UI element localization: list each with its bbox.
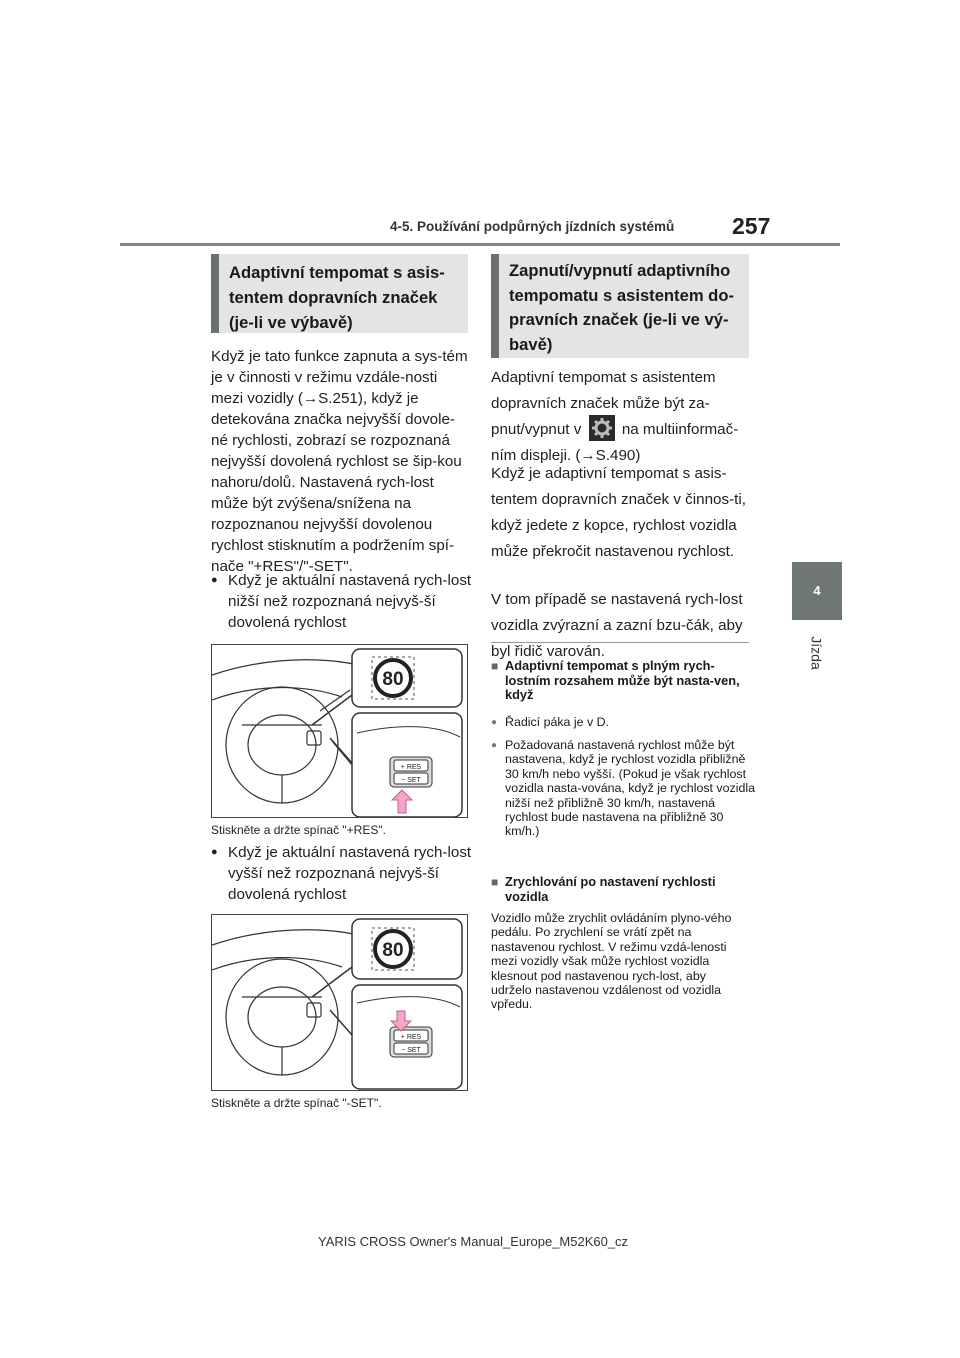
figure-set: [211, 914, 468, 1091]
btn-res-2: + RES: [400, 1034, 422, 1041]
left-heading-text: Adaptivní tempomat s asis-tentem dopravních značek (je-li ve výbavě): [229, 263, 445, 332]
subheading-acceleration: ■ Zrychlování po nastavení rychlosti vozidla: [491, 875, 757, 904]
illustration-set: [212, 915, 468, 1091]
right-para-2: Když je adaptivní tempomat s asis-tentem dopravních značek v činnos-ti, když jedete z kopce, rychlost vozidla může překročit nastavenou rychlost.: [491, 465, 746, 560]
chapter-label: Jízda: [809, 636, 825, 670]
right-heading: [491, 254, 749, 358]
left-heading: [211, 254, 468, 333]
bullet-higher-speed: ● Když je aktuální nastavená rych-lost vyšší než rozpoznaná nejvyš-ší dovolená rychlost: [211, 842, 482, 905]
footer-manual-id: YARIS CROSS Owner's Manual_Europe_M52K60_cz: [318, 1234, 629, 1249]
caption-res: Stiskněte a držte spínač "+RES".: [211, 823, 386, 837]
speed-sign-value-2: 80: [382, 940, 404, 961]
bullet-lower-speed: ● Když je aktuální nastavená rych-lost nižší než rozpoznaná nejvyš-ší dovolená rychlost: [211, 570, 480, 633]
illustration-res: [212, 645, 468, 818]
speed-sign-value-1: 80: [382, 669, 404, 690]
section-divider: [491, 642, 749, 643]
right-para-1a: Adaptivní tempomat s asistentem dopravních značek může být za-pnut/vypnut v: [491, 369, 716, 439]
btn-set-2: − SET: [401, 1047, 421, 1054]
left-paragraph: Když je tato funkce zapnuta a sys-tém je v činnosti v režimu vzdále-nosti mezi vozidly (→S.251), když je detekována značka nejvyšší dovole-né rychlosti, zobrazí se rozpoznaná nejvyšší dovolená rychlost se šip-kou nahoru/dolů. Nastavená rych-lost může být zvýšena/snížena na rozpoznanou nejvyšší dovolenou rychlost stisknutím a podržením spí-nače "+RES"/"-SET".: [211, 348, 468, 575]
right-heading-text: Zapnutí/vypnutí adaptivního tempomatu s asistentem do-pravních značek (je-li ve vý-bavě): [509, 261, 734, 354]
page-number: 257: [732, 213, 771, 239]
switch-panel-2: [352, 985, 462, 1089]
btn-res-1: + RES: [400, 764, 422, 771]
chapter-label-wrap: [784, 628, 850, 678]
subheading-full-range: ■ Adaptivní tempomat s plným rych-lostním rozsahem může být nasta-ven, když: [491, 659, 755, 703]
header-rule: [120, 243, 840, 246]
speed-sign-panel: [352, 649, 462, 707]
condition-speed: ● Požadovaná nastavená rychlost může být nastavena, když je rychlost vozidla přibližně 30 km/h nebo vyšší. (Pokud je však rychlost vozidla nasta-vována, když je rychlost vozidla nižší než přibližně 30 km/h, nastavená rychlost bude nastavena na přibližně 30 km/h.): [491, 738, 757, 839]
section-title: 4-5. Používání podpůrných jízdních systémů: [390, 219, 675, 234]
acceleration-paragraph: Vozidlo může zrychlit ovládáním plyno-vého pedálu. Po zrychlení se vrátí zpět na nastavenou rychlost. V režimu vzdá-lenosti mezi vozidly však může rychlost vozidla klesnout pod nastavenou rych-lost, aby udrželo nastavenou vzdálenost od vozidla vpředu.: [491, 911, 732, 1012]
condition-shift-d: ● Řadicí páka je v D.: [491, 715, 755, 729]
right-para-1b: na multiinformač-ním displeji. (→S.490): [491, 421, 739, 465]
caption-set: Stiskněte a držte spínač "-SET".: [211, 1096, 382, 1110]
right-para-3: V tom případě se nastavená rych-lost vozidla zvýrazní a zazní bzu-čák, aby byl řidič varován.: [491, 591, 743, 660]
speed-sign-panel-2: [352, 919, 462, 979]
btn-set-1: − SET: [401, 777, 421, 784]
settings-gear-icon: [589, 415, 615, 441]
switch-panel: [352, 713, 462, 817]
right-para-1: [491, 365, 753, 469]
figure-res: [211, 644, 468, 818]
chapter-tab[interactable]: 4: [792, 562, 842, 620]
